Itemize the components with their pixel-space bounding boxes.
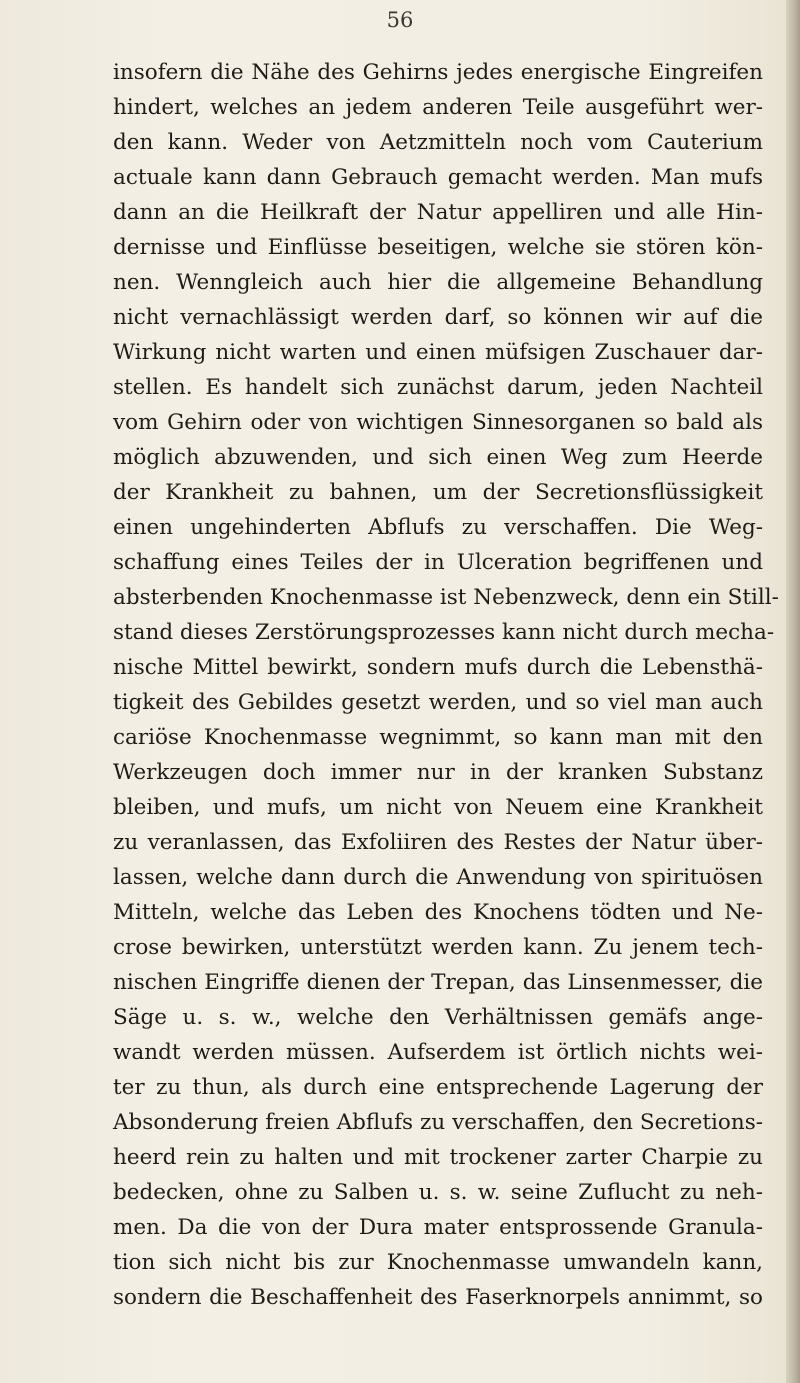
body-text xyxy=(113,55,779,1315)
text-line: Absonderung freien Abflufs zu verschaffen, den Secretions- xyxy=(113,1110,763,1135)
text-line: lassen, welche dann durch die Anwendung von spirituösen xyxy=(113,865,763,890)
text-line: insofern die Nähe des Gehirns jedes energische Eingreifen xyxy=(113,60,763,85)
text-line: ter zu thun, als durch eine entsprechende Lagerung der xyxy=(113,1075,763,1100)
text-line: Wirkung nicht warten und einen müfsigen Zuschauer dar- xyxy=(113,340,763,365)
text-line: vom Gehirn oder von wichtigen Sinnesorganen so bald als xyxy=(113,410,763,435)
text-line: stand dieses Zerstörungsprozesses kann nicht durch mecha- xyxy=(113,620,775,645)
text-line: cariöse Knochenmasse wegnimmt, so kann man mit den xyxy=(113,725,763,750)
text-line: dernisse und Einflüsse beseitigen, welche sie stören kön- xyxy=(113,235,763,260)
page-edge xyxy=(786,0,800,1383)
text-line: den kann. Weder von Aetzmitteln noch vom Cauterium xyxy=(113,130,763,155)
text-line: men. Da die von der Dura mater entsprossende Granula- xyxy=(113,1215,763,1240)
text-line: tigkeit des Gebildes gesetzt werden, und so viel man auch xyxy=(113,690,763,715)
text-line: nischen Eingriffe dienen der Trepan, das Linsenmesser, die xyxy=(113,970,763,995)
text-line: stellen. Es handelt sich zunächst darum, jeden Nachteil xyxy=(113,375,763,400)
text-line: schaffung eines Teiles der in Ulceration begriffenen und xyxy=(113,550,763,575)
text-line: Säge u. s. w., welche den Verhältnissen gemäfs ange- xyxy=(113,1005,763,1030)
text-line: möglich abzuwenden, und sich einen Weg zum Heerde xyxy=(113,445,763,470)
text-line: zu veranlassen, das Exfoliiren des Restes der Natur über- xyxy=(113,830,763,855)
text-line: sondern die Beschaffenheit des Faserknorpels annimmt, so xyxy=(113,1285,763,1310)
text-line: Werkzeugen doch immer nur in der kranken Substanz xyxy=(113,760,763,785)
text-line: einen ungehinderten Abflufs zu verschaffen. Die Weg- xyxy=(113,515,763,540)
page-number: 56 xyxy=(386,8,414,32)
text-line: nische Mittel bewirkt, sondern mufs durch die Lebensthä- xyxy=(113,655,763,680)
text-line: nicht vernachlässigt werden darf, so können wir auf die xyxy=(113,305,763,330)
text-line: dann an die Heilkraft der Natur appelliren und alle Hin- xyxy=(113,200,763,225)
text-line: wandt werden müssen. Aufserdem ist örtlich nichts wei- xyxy=(113,1040,763,1065)
text-line: bedecken, ohne zu Salben u. s. w. seine Zuflucht zu neh- xyxy=(113,1180,763,1205)
text-line: der Krankheit zu bahnen, um der Secretionsflüssigkeit xyxy=(113,480,763,505)
text-line: nen. Wenngleich auch hier die allgemeine Behandlung xyxy=(113,270,763,295)
text-line: hindert, welches an jedem anderen Teile ausgeführt wer- xyxy=(113,95,763,120)
text-line: crose bewirken, unterstützt werden kann. Zu jenem tech- xyxy=(113,935,763,960)
text-line: tion sich nicht bis zur Knochenmasse umwandeln kann, xyxy=(113,1250,763,1275)
text-line: heerd rein zu halten und mit trockener zarter Charpie zu xyxy=(113,1145,763,1170)
text-line: actuale kann dann Gebrauch gemacht werden. Man mufs xyxy=(113,165,763,190)
text-line: bleiben, und mufs, um nicht von Neuem eine Krankheit xyxy=(113,795,763,820)
text-line: Mitteln, welche das Leben des Knochens tödten und Ne- xyxy=(113,900,763,925)
text-line: absterbenden Knochenmasse ist Nebenzweck, denn ein Still- xyxy=(113,585,779,610)
